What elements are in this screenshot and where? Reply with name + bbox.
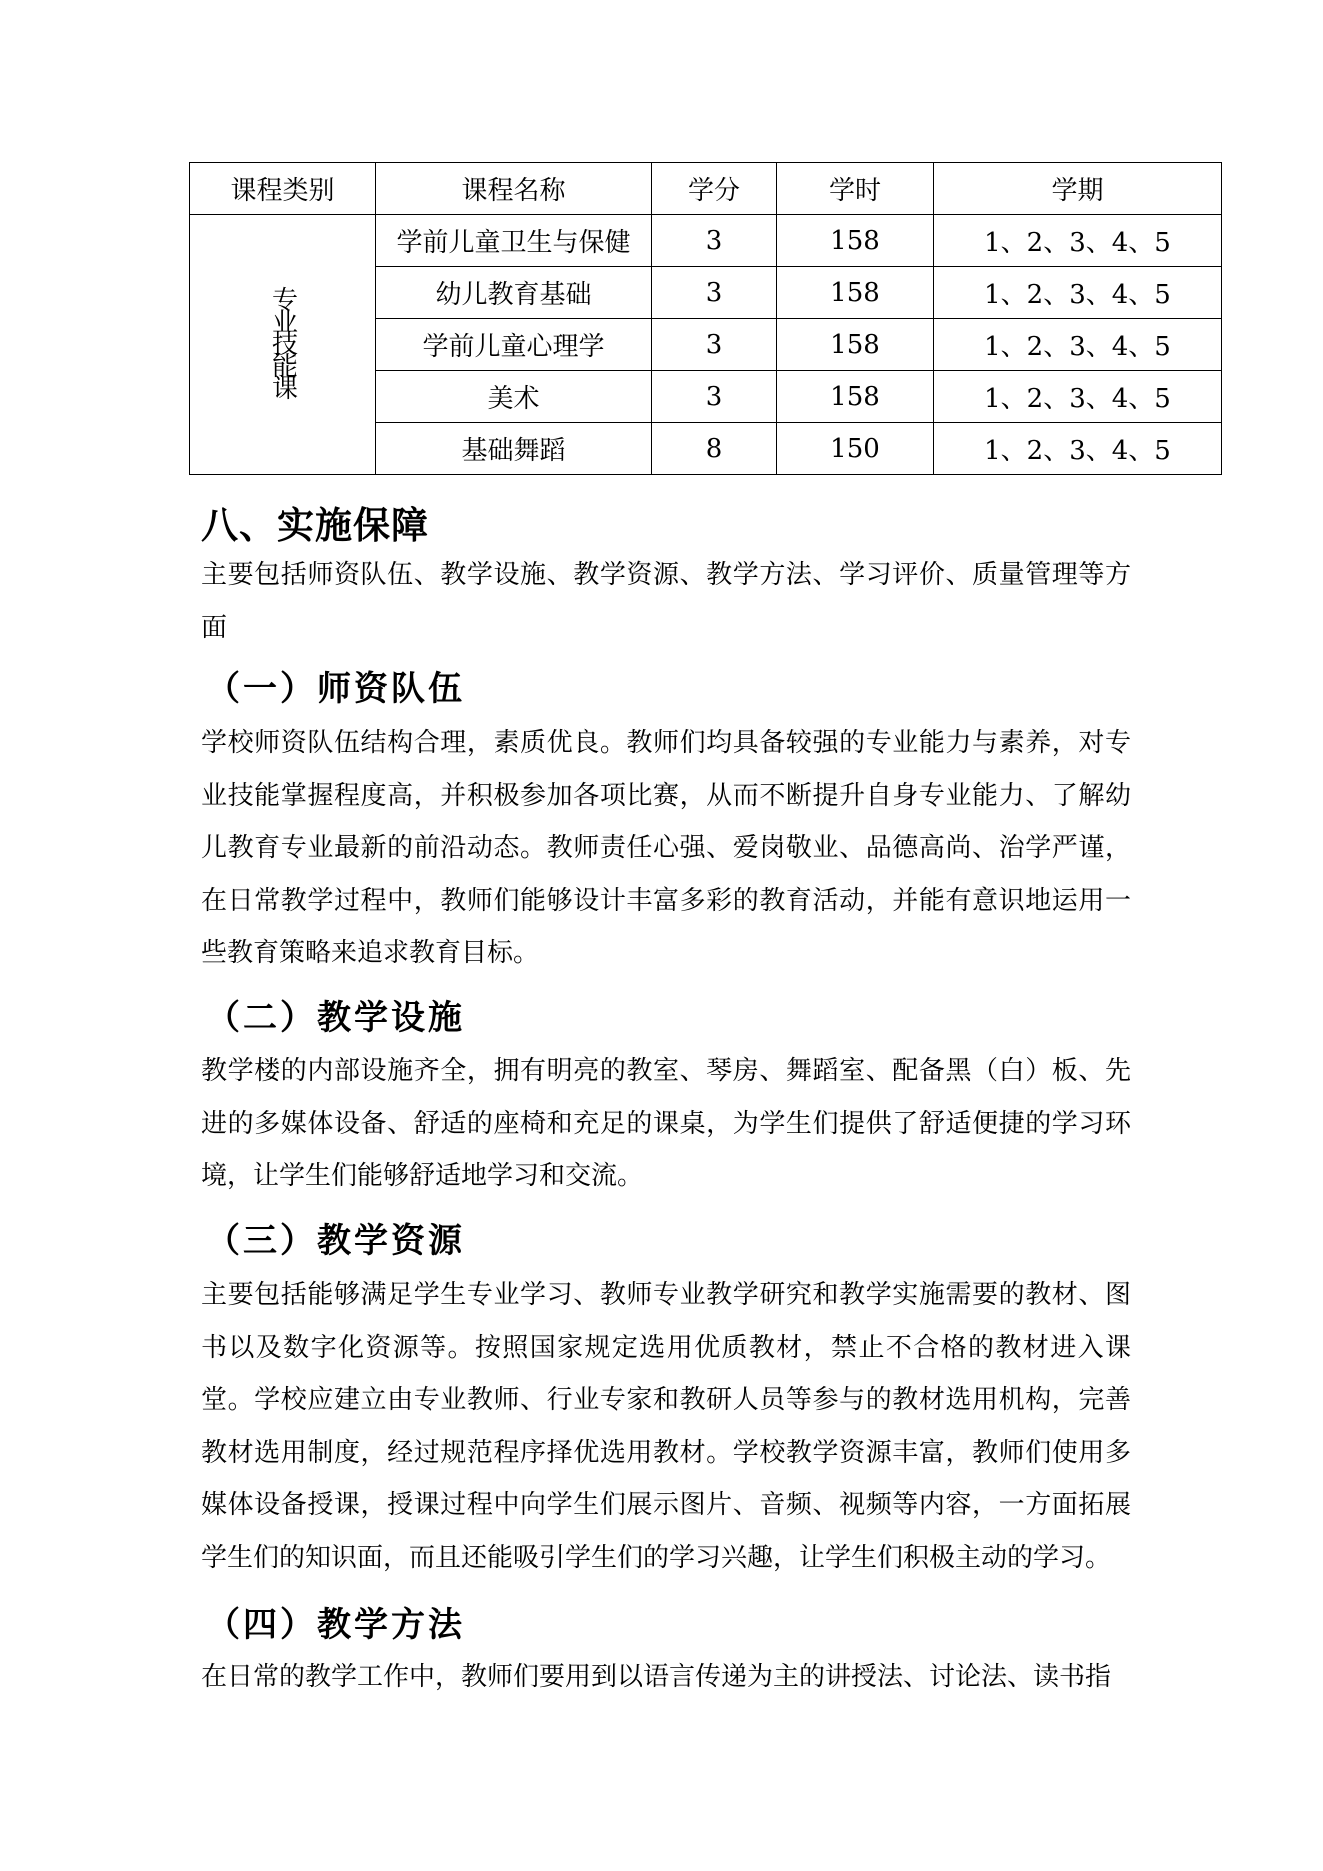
paragraph-methods: 在日常的教学工作中，教师们要用到以语言传递为主的讲授法、讨论法、读书指 [201,1662,1112,1692]
course-name: 学前儿童心理学 [376,319,652,371]
course-credits: 3 [652,371,777,423]
course-credits: 3 [652,319,777,371]
category-label: 专业技能课 [267,286,298,396]
course-terms: 1、2、3、4、5 [934,371,1222,423]
course-name: 美术 [376,371,652,423]
section-intro: 主要包括师资队伍、教学设施、教学资源、教学方法、学习评价、质量管理等方面 [201,560,1131,643]
course-terms: 1、2、3、4、5 [934,319,1222,371]
paragraph-resources: 主要包括能够满足学生专业学习、教师专业教学研究和教学实施需要的教材、图书以及数字化资源等。按照国家规定选用优质教材，禁止不合格的教材进入课堂。学校应建立由专业教师、行业专家和教研人员等参与的教材选用机构，完善教材选用制度，经过规范程序择优选用教材。学校教学资源丰富，教师们使用多媒体设备授课，授课过程中向学生们展示图片、音频、视频等内容，一方面拓展学生们的知识面，而且还能吸引学生们的学习兴趣，让学生们积极主动的学习。 [201,1280,1131,1573]
course-name: 基础舞蹈 [376,423,652,475]
header-terms: 学期 [934,163,1222,215]
subsection-heading-resources: （三）教学资源 [206,1221,465,1261]
table-row [190,215,1222,267]
subsection-heading-teachers: （一）师资队伍 [206,669,465,709]
course-hours: 158 [777,371,934,423]
course-hours: 158 [777,267,934,319]
course-hours: 150 [777,423,934,475]
category-cell [190,215,376,475]
course-hours: 158 [777,215,934,267]
course-name: 幼儿教育基础 [376,267,652,319]
course-terms: 1、2、3、4、5 [934,423,1222,475]
paragraph-teachers: 学校师资队伍结构合理，素质优良。教师们均具备较强的专业能力与素养，对专业技能掌握程度高，并积极参加各项比赛，从而不断提升自身专业能力、了解幼儿教育专业最新的前沿动态。教师责任心强、爱岗敬业、品德高尚、治学严谨，在日常教学过程中，教师们能够设计丰富多彩的教育活动，并能有意识地运用一些教育策略来追求教育目标。 [201,728,1131,968]
paragraph-facilities: 教学楼的内部设施齐全，拥有明亮的教室、琴房、舞蹈室、配备黑（白）板、先进的多媒体设备、舒适的座椅和充足的课桌，为学生们提供了舒适便捷的学习环境，让学生们能够舒适地学习和交流。 [201,1056,1131,1191]
course-credits: 3 [652,215,777,267]
course-hours: 158 [777,319,934,371]
course-credits: 8 [652,423,777,475]
table-header-row [190,163,1222,215]
course-terms: 1、2、3、4、5 [934,215,1222,267]
course-name: 学前儿童卫生与保健 [376,215,652,267]
header-credits: 学分 [652,163,777,215]
header-hours: 学时 [777,163,934,215]
course-table [189,162,1222,475]
subsection-heading-methods: （四）教学方法 [206,1605,465,1645]
header-category: 课程类别 [190,163,376,215]
course-terms: 1、2、3、4、5 [934,267,1222,319]
course-credits: 3 [652,267,777,319]
section-heading: 八、实施保障 [201,503,429,547]
header-course-name: 课程名称 [376,163,652,215]
subsection-heading-facilities: （二）教学设施 [206,998,465,1038]
